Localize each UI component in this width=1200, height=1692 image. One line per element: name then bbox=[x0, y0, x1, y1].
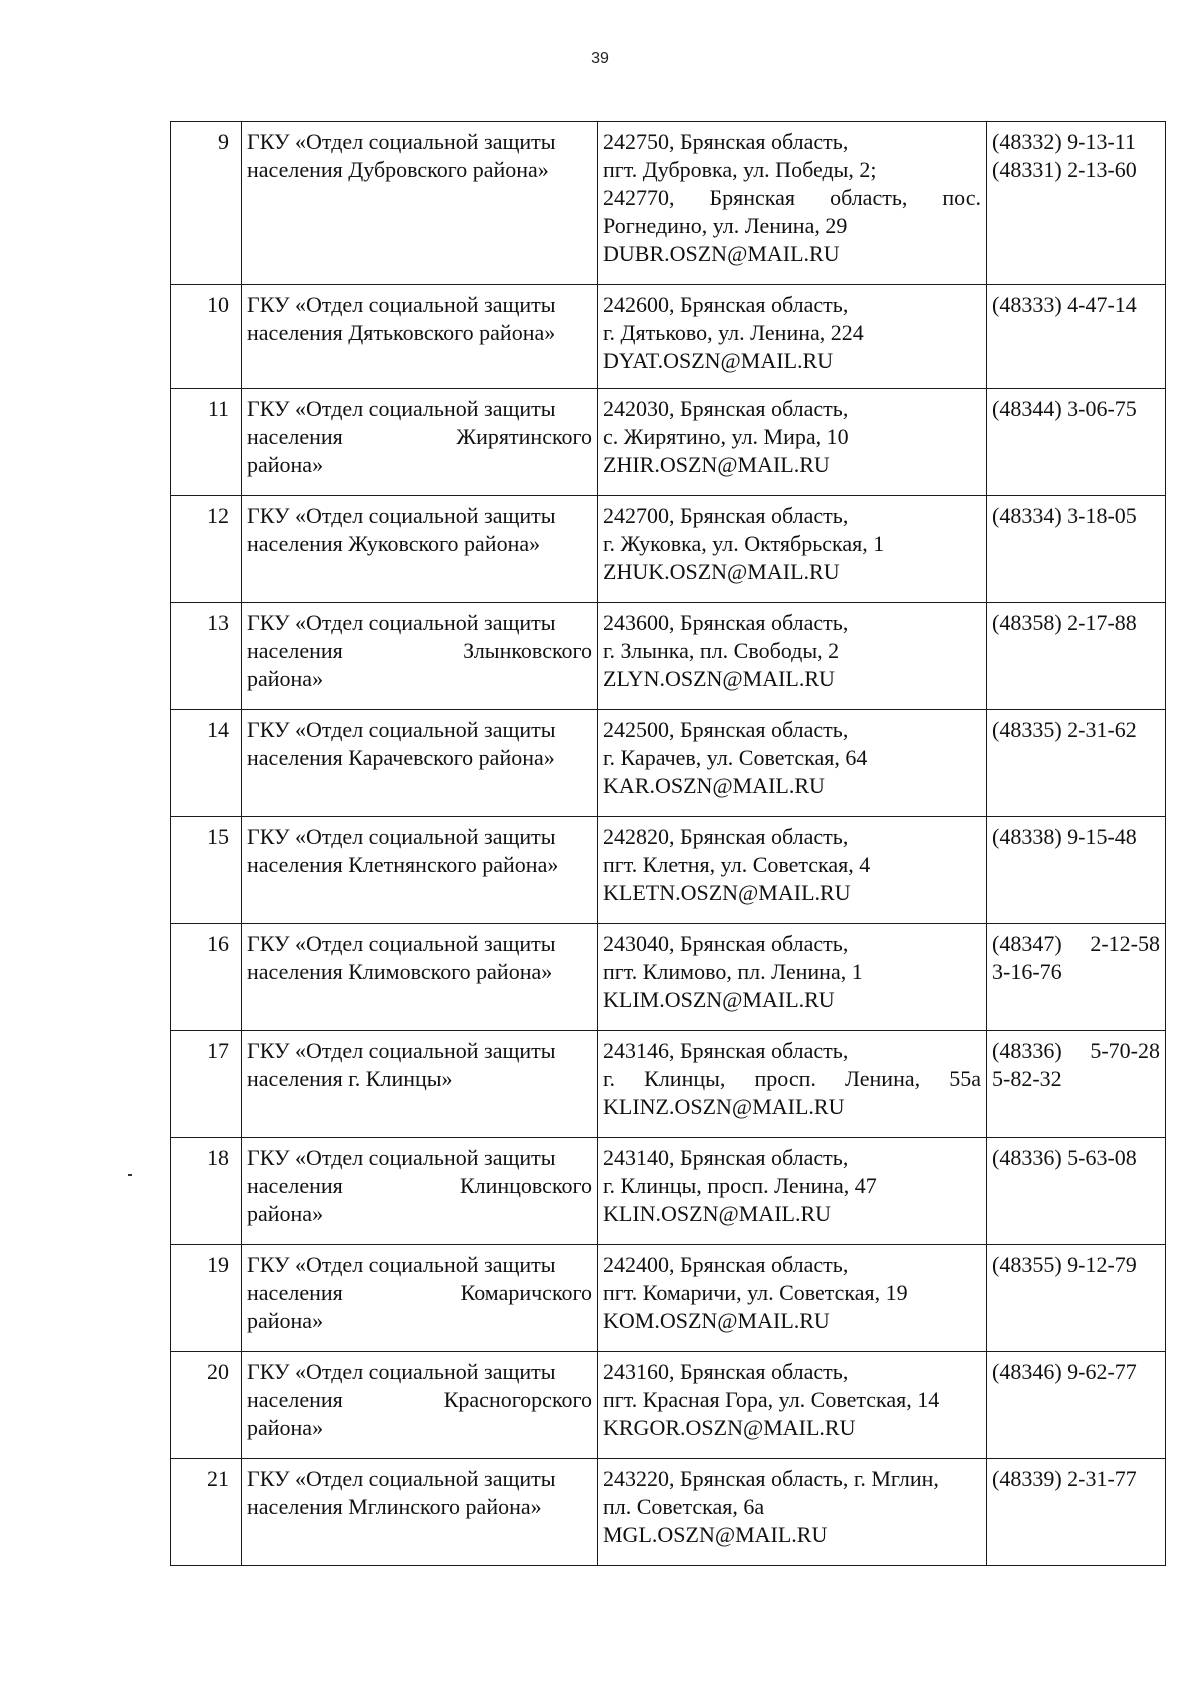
address-line: 243140, Брянская область, bbox=[603, 1145, 849, 1170]
office-name-line: населения Дубровского района» bbox=[247, 157, 549, 182]
office-name-word: населения bbox=[247, 1280, 343, 1305]
row-number: 18 bbox=[171, 1138, 242, 1245]
office-phone bbox=[987, 603, 1166, 710]
office-name-line: ГКУ «Отдел социальной защиты bbox=[247, 396, 556, 421]
row-number: 14 bbox=[171, 710, 242, 817]
office-name-line: района» bbox=[247, 1308, 324, 1333]
address-line: 242820, Брянская область, bbox=[603, 824, 849, 849]
office-name-line bbox=[247, 1172, 592, 1200]
office-email[interactable]: DUBR.OSZN@MAIL.RU bbox=[603, 241, 840, 266]
office-email[interactable]: ZLYN.OSZN@MAIL.RU bbox=[603, 666, 835, 691]
phone-line: (48332) 9-13-11 bbox=[992, 129, 1136, 154]
address-word: пос. bbox=[942, 185, 981, 210]
office-email[interactable]: MGL.OSZN@MAIL.RU bbox=[603, 1522, 828, 1547]
office-address bbox=[598, 1031, 987, 1138]
offices-table bbox=[170, 121, 1166, 1566]
row-number: 12 bbox=[171, 496, 242, 603]
address-word: область, bbox=[830, 185, 908, 210]
office-name-line: населения г. Клинцы» bbox=[247, 1066, 453, 1091]
office-name bbox=[242, 122, 598, 285]
address-word: 55а bbox=[949, 1066, 981, 1091]
table-row bbox=[171, 1245, 1166, 1352]
address-line: 243146, Брянская область, bbox=[603, 1038, 849, 1063]
address-word: г. bbox=[603, 1066, 616, 1091]
office-name-line: населения Клетнянского района» bbox=[247, 852, 559, 877]
address-word: Брянская bbox=[709, 185, 796, 210]
table-row bbox=[171, 710, 1166, 817]
office-phone bbox=[987, 1138, 1166, 1245]
address-line: пл. Советская, 6а bbox=[603, 1494, 765, 1519]
address-line bbox=[603, 184, 981, 212]
row-number: 20 bbox=[171, 1352, 242, 1459]
address-line: 242400, Брянская область, bbox=[603, 1252, 849, 1277]
office-email[interactable]: KLINZ.OSZN@MAIL.RU bbox=[603, 1094, 845, 1119]
office-phone bbox=[987, 1031, 1166, 1138]
table-row bbox=[171, 285, 1166, 389]
row-number: 11 bbox=[171, 389, 242, 496]
office-name-line: ГКУ «Отдел социальной защиты bbox=[247, 1466, 556, 1491]
phone-line: (48338) 9-15-48 bbox=[992, 824, 1137, 849]
office-phone bbox=[987, 710, 1166, 817]
office-email[interactable]: KLIN.OSZN@MAIL.RU bbox=[603, 1201, 832, 1226]
phone-line: (48339) 2-31-77 bbox=[992, 1466, 1137, 1491]
office-address bbox=[598, 924, 987, 1031]
address-line: 242600, Брянская область, bbox=[603, 292, 849, 317]
row-number: 19 bbox=[171, 1245, 242, 1352]
office-address bbox=[598, 1245, 987, 1352]
office-name-line: населения Карачевского района» bbox=[247, 745, 555, 770]
table-row bbox=[171, 1031, 1166, 1138]
address-line: Рогнедино, ул. Ленина, 29 bbox=[603, 213, 848, 238]
office-name-line: ГКУ «Отдел социальной защиты bbox=[247, 610, 556, 635]
office-name-line: района» bbox=[247, 1415, 324, 1440]
office-email[interactable]: KRGOR.OSZN@MAIL.RU bbox=[603, 1415, 856, 1440]
office-name-word: Жирятинского bbox=[456, 424, 592, 449]
address-word: просп. bbox=[754, 1066, 816, 1091]
table-row bbox=[171, 496, 1166, 603]
office-name bbox=[242, 1138, 598, 1245]
address-word: 242770, bbox=[603, 185, 675, 210]
address-line: 243600, Брянская область, bbox=[603, 610, 849, 635]
office-name-line: населения Жуковского района» bbox=[247, 531, 541, 556]
address-line: г. Карачев, ул. Советская, 64 bbox=[603, 745, 868, 770]
row-number: 16 bbox=[171, 924, 242, 1031]
office-phone bbox=[987, 122, 1166, 285]
address-line: 242500, Брянская область, bbox=[603, 717, 849, 742]
office-address bbox=[598, 603, 987, 710]
office-name-line: ГКУ «Отдел социальной защиты bbox=[247, 1252, 556, 1277]
table-row bbox=[171, 1352, 1166, 1459]
office-email[interactable]: ZHIR.OSZN@MAIL.RU bbox=[603, 452, 830, 477]
phone-line: (48334) 3-18-05 bbox=[992, 503, 1137, 528]
address-line: пгт. Клетня, ул. Советская, 4 bbox=[603, 852, 871, 877]
office-name bbox=[242, 1459, 598, 1566]
table-row bbox=[171, 1459, 1166, 1566]
address-line: г. Жуковка, ул. Октябрьская, 1 bbox=[603, 531, 885, 556]
office-name-line: района» bbox=[247, 1201, 324, 1226]
office-name-line: ГКУ «Отдел социальной защиты bbox=[247, 931, 556, 956]
address-line: пгт. Комаричи, ул. Советская, 19 bbox=[603, 1280, 908, 1305]
office-name-line: населения Мглинского района» bbox=[247, 1494, 542, 1519]
office-name-line: ГКУ «Отдел социальной защиты bbox=[247, 292, 556, 317]
office-name bbox=[242, 710, 598, 817]
row-number: 13 bbox=[171, 603, 242, 710]
office-email[interactable]: DYAT.OSZN@MAIL.RU bbox=[603, 348, 834, 373]
row-number: 21 bbox=[171, 1459, 242, 1566]
office-address bbox=[598, 1459, 987, 1566]
phone-part: (48336) bbox=[992, 1038, 1062, 1063]
address-line: 242700, Брянская область, bbox=[603, 503, 849, 528]
address-word: Ленина, bbox=[845, 1066, 921, 1091]
office-name-line: ГКУ «Отдел социальной защиты bbox=[247, 129, 556, 154]
scan-mark bbox=[128, 1174, 132, 1176]
office-address bbox=[598, 389, 987, 496]
office-address bbox=[598, 817, 987, 924]
table-row bbox=[171, 817, 1166, 924]
office-address bbox=[598, 1138, 987, 1245]
office-name-line: ГКУ «Отдел социальной защиты bbox=[247, 1359, 556, 1384]
address-line: г. Дятьково, ул. Ленина, 224 bbox=[603, 320, 864, 345]
office-name-word: населения bbox=[247, 424, 343, 449]
phone-line: (48333) 4-47-14 bbox=[992, 292, 1137, 317]
office-email[interactable]: KLIM.OSZN@MAIL.RU bbox=[603, 987, 835, 1012]
phone-line bbox=[992, 930, 1160, 958]
office-name-line: ГКУ «Отдел социальной защиты bbox=[247, 717, 556, 742]
row-number: 15 bbox=[171, 817, 242, 924]
office-name-word: населения bbox=[247, 1173, 343, 1198]
address-line: 243040, Брянская область, bbox=[603, 931, 849, 956]
office-phone bbox=[987, 924, 1166, 1031]
office-name-word: населения bbox=[247, 1387, 343, 1412]
office-name-word: Комаричского bbox=[460, 1280, 592, 1305]
table-row bbox=[171, 1138, 1166, 1245]
phone-part: 2-12-58 bbox=[1090, 931, 1160, 956]
table-row bbox=[171, 122, 1166, 285]
office-name bbox=[242, 389, 598, 496]
office-name-word: Клинцовского bbox=[459, 1173, 592, 1198]
address-line: г. Клинцы, просп. Ленина, 47 bbox=[603, 1173, 877, 1198]
office-name bbox=[242, 496, 598, 603]
phone-line bbox=[992, 1037, 1160, 1065]
office-name bbox=[242, 817, 598, 924]
office-address bbox=[598, 1352, 987, 1459]
address-line: 242750, Брянская область, bbox=[603, 129, 849, 154]
phone-line: 3-16-76 bbox=[992, 959, 1062, 984]
office-name-line bbox=[247, 637, 592, 665]
phone-part: 5-70-28 bbox=[1090, 1038, 1160, 1063]
office-name-line: ГКУ «Отдел социальной защиты bbox=[247, 503, 556, 528]
office-name-line bbox=[247, 1279, 592, 1307]
office-name-word: населения bbox=[247, 638, 343, 663]
office-name-line bbox=[247, 423, 592, 451]
office-address bbox=[598, 122, 987, 285]
phone-line: (48358) 2-17-88 bbox=[992, 610, 1137, 635]
office-email[interactable]: KLETN.OSZN@MAIL.RU bbox=[603, 880, 851, 905]
office-name-word: Злынковского bbox=[463, 638, 592, 663]
phone-line: 5-82-32 bbox=[992, 1066, 1062, 1091]
office-address bbox=[598, 285, 987, 389]
address-line: 242030, Брянская область, bbox=[603, 396, 849, 421]
office-phone bbox=[987, 817, 1166, 924]
office-name bbox=[242, 285, 598, 389]
office-phone bbox=[987, 285, 1166, 389]
row-number: 17 bbox=[171, 1031, 242, 1138]
office-name-word: Красногорского bbox=[443, 1387, 592, 1412]
address-line: 243160, Брянская область, bbox=[603, 1359, 849, 1384]
row-number: 10 bbox=[171, 285, 242, 389]
address-word: Клинцы, bbox=[644, 1066, 726, 1091]
table-row bbox=[171, 603, 1166, 710]
office-name-line: ГКУ «Отдел социальной защиты bbox=[247, 1145, 556, 1170]
office-name-line: населения Климовского района» bbox=[247, 959, 553, 984]
office-email[interactable]: ZHUK.OSZN@MAIL.RU bbox=[603, 559, 840, 584]
office-name bbox=[242, 1031, 598, 1138]
office-phone bbox=[987, 1459, 1166, 1566]
page-number: 39 bbox=[591, 50, 609, 67]
office-address bbox=[598, 710, 987, 817]
office-phone bbox=[987, 496, 1166, 603]
address-line: пгт. Красная Гора, ул. Советская, 14 bbox=[603, 1387, 940, 1412]
phone-line: (48344) 3-06-75 bbox=[992, 396, 1137, 421]
office-name-line: ГКУ «Отдел социальной защиты bbox=[247, 1038, 556, 1063]
office-name-line: района» bbox=[247, 666, 324, 691]
address-line: с. Жирятино, ул. Мира, 10 bbox=[603, 424, 849, 449]
phone-line: (48331) 2-13-60 bbox=[992, 157, 1137, 182]
row-number: 9 bbox=[171, 122, 242, 285]
office-address bbox=[598, 496, 987, 603]
address-line: г. Злынка, пл. Свободы, 2 bbox=[603, 638, 840, 663]
office-phone bbox=[987, 1245, 1166, 1352]
address-line: пгт. Дубровка, ул. Победы, 2; bbox=[603, 157, 877, 182]
phone-line: (48346) 9-62-77 bbox=[992, 1359, 1137, 1384]
phone-line: (48355) 9-12-79 bbox=[992, 1252, 1137, 1277]
office-name bbox=[242, 924, 598, 1031]
address-line: пгт. Климово, пл. Ленина, 1 bbox=[603, 959, 863, 984]
address-line: 243220, Брянская область, г. Мглин, bbox=[603, 1466, 939, 1491]
phone-line: (48336) 5-63-08 bbox=[992, 1145, 1137, 1170]
table-row bbox=[171, 389, 1166, 496]
office-name-line bbox=[247, 1386, 592, 1414]
table-row bbox=[171, 924, 1166, 1031]
phone-line: (48335) 2-31-62 bbox=[992, 717, 1137, 742]
address-line bbox=[603, 1065, 981, 1093]
office-email[interactable]: KOM.OSZN@MAIL.RU bbox=[603, 1308, 830, 1333]
office-name-line: ГКУ «Отдел социальной защиты bbox=[247, 824, 556, 849]
office-name bbox=[242, 1352, 598, 1459]
office-phone bbox=[987, 1352, 1166, 1459]
office-name-line: населения Дятьковского района» bbox=[247, 320, 556, 345]
office-email[interactable]: KAR.OSZN@MAIL.RU bbox=[603, 773, 825, 798]
office-name bbox=[242, 603, 598, 710]
phone-part: (48347) bbox=[992, 931, 1062, 956]
office-name-line: района» bbox=[247, 452, 324, 477]
office-name bbox=[242, 1245, 598, 1352]
office-phone bbox=[987, 389, 1166, 496]
